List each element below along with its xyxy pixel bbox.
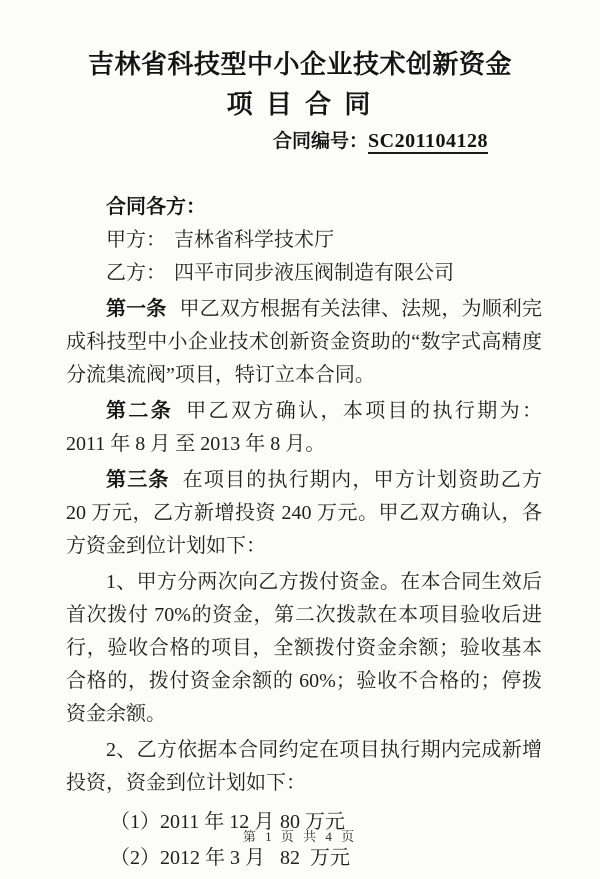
party-a-label: 甲方：	[106, 229, 166, 251]
page-footer	[0, 826, 600, 845]
funding-term-2-text: 乙方依据本合同约定在项目执行期内完成新增投资，资金到位计划如下：	[66, 739, 543, 794]
page-indicator: 第 1 页 共 4 页	[242, 829, 358, 844]
document-title-line1: 吉林省科技型中小企业技术创新资金	[87, 49, 512, 79]
schedule-row-1-amount: 80 万元	[280, 811, 345, 833]
funding-term-2	[66, 734, 542, 800]
funding-term-1-text: 甲方分两次向乙方拨付资金。在本合同生效后首次拨付 70%的资金，第二次拨款在本项目验收后进行，验收合格的项目，全额拨付资金余额；验收基本合格的，拨付资金余额的 60%；验收不合格的；停拨资金余额。	[66, 571, 543, 725]
party-a-name: 吉林省科学技术厅	[174, 229, 334, 251]
schedule-row-2-period: （2）2012 年 3 月	[110, 847, 265, 869]
party-b-label: 乙方：	[106, 262, 166, 284]
schedule-row-1-period: （1）2011 年 12 月	[110, 811, 275, 833]
clause-1	[66, 293, 542, 392]
contract-body	[0, 191, 600, 876]
contract-number-line	[0, 128, 600, 155]
schedule-row-2-amount: 82 万元	[280, 847, 350, 869]
clause-2-heading: 第二条	[106, 400, 174, 422]
funding-term-1-no: 1、	[106, 571, 137, 593]
party-b-line	[66, 257, 542, 290]
schedule-row-2	[66, 840, 542, 876]
document-title-line2: 项 目 合 同	[226, 89, 374, 119]
parties-heading: 合同各方：	[106, 196, 206, 218]
contract-number-label: 合同编号：	[273, 131, 369, 152]
contract-number-value: SC201104128	[368, 130, 488, 152]
clause-2-text: 甲乙双方确认，本项目的执行期为： 2011 年 8 月 至 2013 年 8 月。	[66, 400, 543, 455]
funding-term-2-no: 2、	[106, 739, 137, 761]
funding-term-1	[66, 566, 542, 731]
clause-2	[66, 395, 542, 461]
party-a-line	[66, 224, 542, 257]
clause-3-heading: 第三条	[106, 469, 170, 491]
clause-1-text: 甲乙双方根据有关法律、法规，为顺利完成科技型中小企业技术创新资金资助的“数字式高精度分流集流阀”项目，特订立本合同。	[66, 298, 543, 386]
clause-3	[66, 464, 542, 563]
party-b-name: 四平市同步液压阀制造有限公司	[174, 262, 454, 284]
clause-3-text: 在项目的执行期内，甲方计划资助乙方 20 万元，乙方新增投资 240 万元。甲乙双方确认，各方资金到位计划如下：	[66, 469, 543, 557]
clause-1-heading: 第一条	[106, 298, 167, 320]
